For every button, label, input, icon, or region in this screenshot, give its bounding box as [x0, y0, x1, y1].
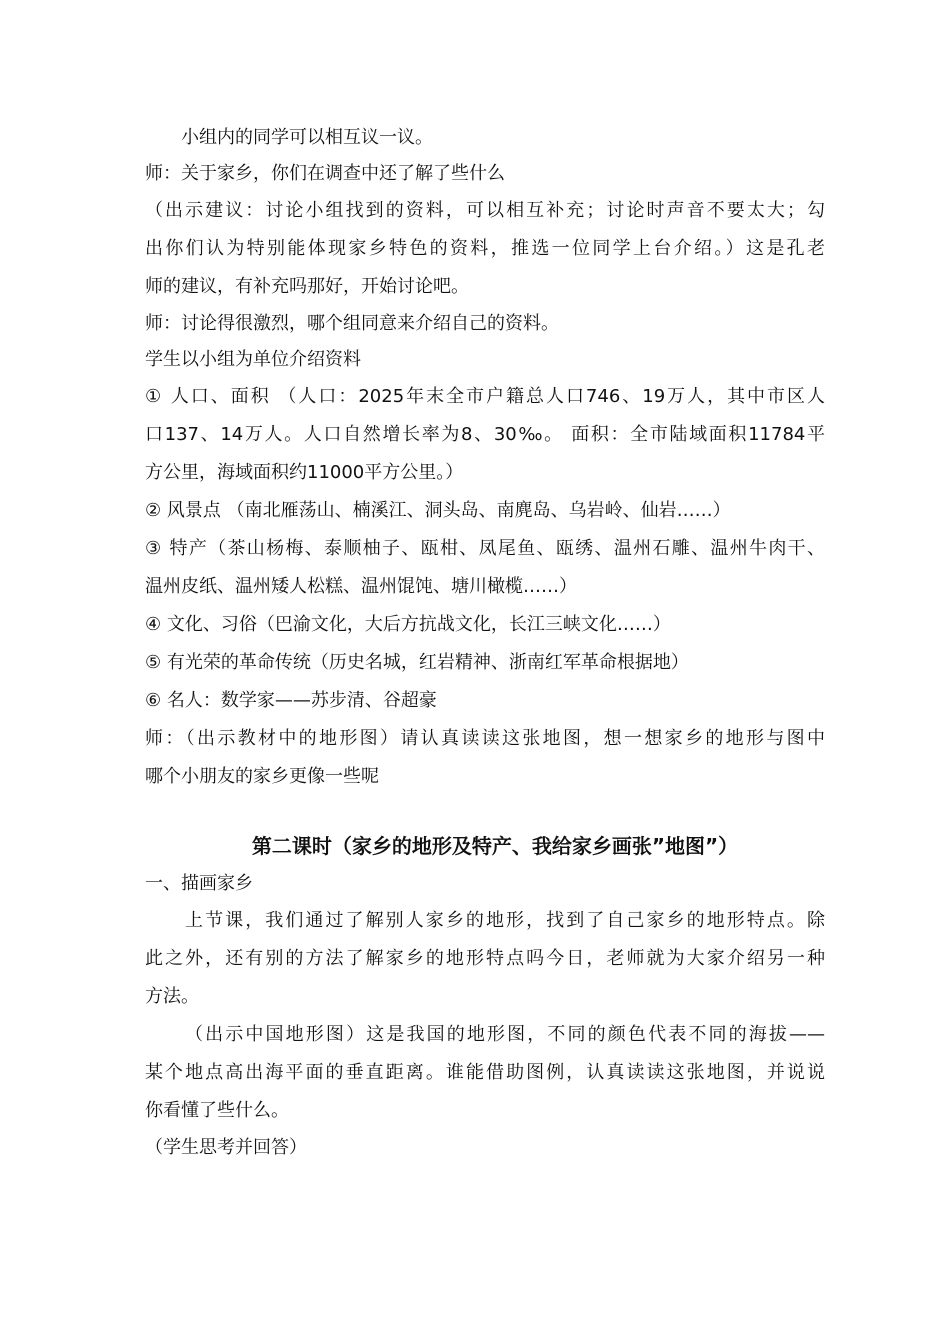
paragraph-line: 上节课，我们通过了解别人家乡的地形，找到了自己家乡的地形特点。除	[185, 910, 825, 931]
paragraph-line: 学生以小组为单位介绍资料	[145, 349, 361, 370]
paragraph-line: （出示建议：讨论小组找到的资料，可以相互补充；讨论时声音不要太大；勾	[145, 200, 825, 221]
paragraph-line: 方法。	[145, 986, 199, 1007]
list-item-scenery: ② 风景点 （南北雁荡山、楠溪江、洞头岛、南麂岛、乌岩岭、仙岩……）	[145, 500, 731, 521]
paragraph-line: 你看懂了些什么。	[145, 1100, 289, 1121]
paragraph-line: 师：讨论得很激烈，哪个组同意来介绍自己的资料。	[145, 313, 559, 334]
paragraph-line: 哪个小朋友的家乡更像一些呢	[145, 766, 379, 787]
list-item-culture: ④ 文化、习俗（巴渝文化，大后方抗战文化，长江三峡文化……）	[145, 614, 671, 635]
paragraph-line: 师：（出示教材中的地形图）请认真读读这张地图，想一想家乡的地形与图中	[145, 728, 825, 749]
section-heading: 第二课时（家乡的地形及特产、我给家乡画张”地图”）	[251, 834, 739, 858]
document-page	[145, 120, 825, 1166]
list-item-specialties: ③ 特产（茶山杨梅、泰顺柚子、瓯柑、凤尾鱼、瓯绣、温州石雕、温州牛肉干、	[145, 538, 825, 559]
paragraph-line: 方公里，海域面积约11000平方公里。）	[145, 462, 464, 483]
paragraph-line: 某个地点高出海平面的垂直距离。谁能借助图例，认真读读这张地图，并说说	[145, 1062, 825, 1083]
subheading: 一、描画家乡	[145, 873, 253, 894]
paragraph-line: （学生思考并回答）	[145, 1137, 307, 1158]
paragraph-line: 小组内的同学可以相互议一议。	[181, 127, 433, 148]
paragraph-line: 师的建议，有补充吗那好，开始讨论吧。	[145, 276, 469, 297]
paragraph-line: 口137、14万人。人口自然增长率为8、30‰。 面积：全市陆域面积11784平	[145, 424, 825, 445]
paragraph-line: 温州皮纸、温州矮人松糕、温州馄饨、塘川橄榄……）	[145, 576, 577, 597]
list-item-famous-people: ⑥ 名人：数学家——苏步清、谷超豪	[145, 690, 437, 711]
list-item-population: ① 人口、面积 （人口：2025年末全市户籍总人口746、19万人，其中市区人	[145, 386, 825, 407]
paragraph-line: 师：关于家乡，你们在调查中还了解了些什么	[145, 163, 505, 184]
paragraph-line: 此之外，还有别的方法了解家乡的地形特点吗今日，老师就为大家介绍另一种	[145, 948, 825, 969]
paragraph-line: （出示中国地形图）这是我国的地形图，不同的颜色代表不同的海拔——	[185, 1024, 825, 1045]
paragraph-line: 出你们认为特别能体现家乡特色的资料，推选一位同学上台介绍。）这是孔老	[145, 238, 825, 259]
list-item-tradition: ⑤ 有光荣的革命传统（历史名城，红岩精神、浙南红军革命根据地）	[145, 652, 689, 673]
